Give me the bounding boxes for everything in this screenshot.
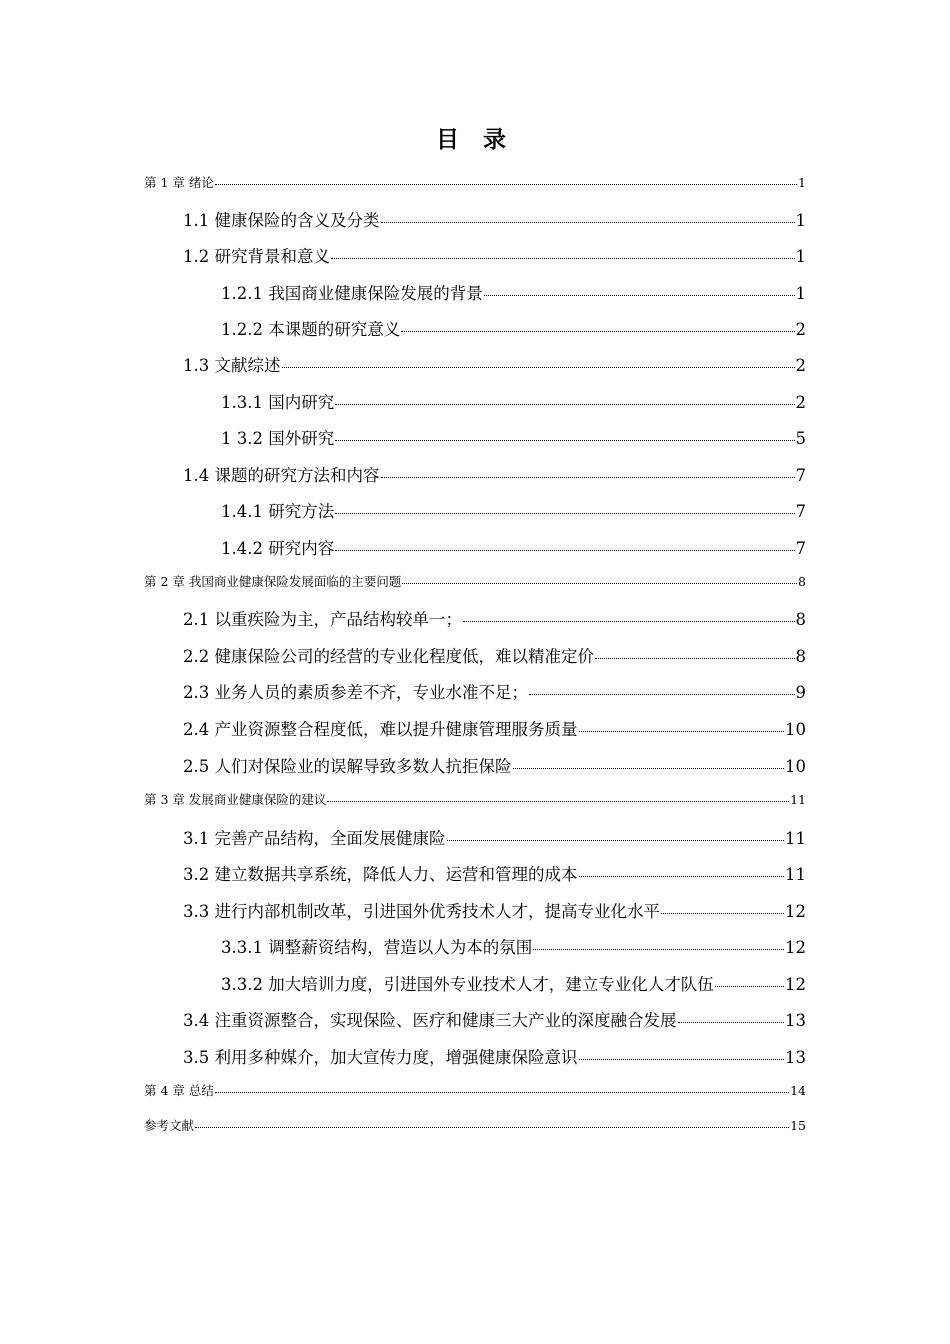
toc-entry-text: 3.5 利用多种媒介，加大宣传力度，增强健康保险意识: [183, 1048, 578, 1067]
toc-entry-subsection[interactable]: [221, 316, 806, 338]
toc-entry-section[interactable]: [183, 898, 806, 920]
toc-entry-text: 1.3.1 国内研究: [221, 393, 335, 412]
toc-entry-page: 2: [795, 320, 806, 339]
toc-entry-page: 11: [785, 829, 806, 848]
toc-entry-text: 第 2 章 我国商业健康保险发展面临的主要问题: [144, 574, 402, 589]
toc-entry-text: 3.4 注重资源整合，实现保险、医疗和健康三大产业的深度融合发展: [183, 1011, 677, 1030]
toc-entry-text: 1.4.1 研究方法: [221, 502, 335, 521]
toc-entry-page: 13: [785, 1011, 806, 1030]
toc-entry-section[interactable]: [183, 753, 806, 775]
toc-entry-page: 1: [795, 284, 806, 303]
toc-entry-page: 7: [795, 502, 806, 521]
dot-leader: [402, 583, 797, 584]
toc-entry-section[interactable]: [183, 679, 806, 701]
dot-leader: [579, 731, 785, 732]
dot-leader: [215, 1092, 789, 1093]
toc-entry-page: 15: [790, 1118, 806, 1133]
toc-entry-subsection[interactable]: [221, 280, 806, 302]
toc-entry-page: 1: [798, 175, 806, 190]
dot-leader: [463, 621, 795, 622]
toc-entry-text: 3.3 进行内部机制改革，引进国外优秀技术人才，提高专业化水平: [183, 902, 660, 921]
dot-leader: [335, 513, 794, 514]
toc-entry-chapter[interactable]: [144, 572, 806, 594]
toc-entry-page: 12: [785, 902, 806, 921]
toc-entry-section[interactable]: [183, 825, 806, 847]
toc-entry-page: 10: [785, 720, 806, 739]
toc-entry-page: 2: [795, 356, 806, 375]
toc-entry-subsection[interactable]: [221, 971, 806, 993]
toc-entry-subsection[interactable]: [221, 535, 806, 557]
dot-leader: [335, 440, 794, 441]
toc-entry-page: 12: [785, 975, 806, 994]
dot-leader: [195, 1127, 789, 1128]
dot-leader: [401, 331, 794, 332]
toc-entry-section[interactable]: [183, 716, 806, 738]
toc-entry-section[interactable]: [183, 352, 806, 374]
dot-leader: [595, 658, 795, 659]
toc-entry-subsection[interactable]: [221, 498, 806, 520]
dot-leader: [282, 367, 795, 368]
toc-entry-text: 1.3 文献综述: [183, 356, 281, 375]
dot-leader: [715, 986, 784, 987]
dot-leader: [678, 1022, 785, 1023]
dot-leader: [484, 295, 795, 296]
toc-entry-page: 7: [795, 539, 806, 558]
toc-entry-page: 1: [795, 211, 806, 230]
dot-leader: [215, 184, 797, 185]
toc-entry-text: 3.3.2 加大培训力度，引进国外专业技术人才，建立专业化人才队伍: [221, 975, 714, 994]
dot-leader: [381, 222, 795, 223]
toc-entry-chapter[interactable]: [144, 173, 806, 195]
toc-entry-page: 14: [790, 1083, 806, 1098]
toc-entry-text: 第 4 章 总结: [144, 1083, 214, 1098]
dot-leader: [529, 694, 795, 695]
toc-entry-page: 8: [798, 574, 806, 589]
dot-leader: [335, 550, 794, 551]
toc-entry-text: 1 3.2 国外研究: [221, 429, 335, 448]
toc-entry-page: 9: [795, 683, 806, 702]
toc-entry-section[interactable]: [183, 643, 806, 665]
toc-entry-text: 参考文献: [144, 1118, 195, 1133]
toc-entry-chapter[interactable]: [144, 790, 806, 812]
toc-entry-section[interactable]: [183, 243, 806, 265]
dot-leader: [579, 876, 785, 877]
toc-entry-page: 7: [795, 466, 806, 485]
toc-entry-text: 3.1 完善产品结构，全面发展健康险: [183, 829, 446, 848]
toc-entry-text: 3.2 建立数据共享系统，降低人力、运营和管理的成本: [183, 865, 578, 884]
dot-leader: [513, 768, 785, 769]
toc-entry-text: 2.5 人们对保险业的误解导致多数人抗拒保险: [183, 757, 512, 776]
dot-leader: [335, 404, 794, 405]
toc-entry-page: 11: [785, 865, 806, 884]
toc-title: 目 录: [435, 127, 514, 153]
toc-entry-section[interactable]: [183, 462, 806, 484]
toc-entry-section[interactable]: [183, 207, 806, 229]
toc-entry-section[interactable]: [183, 861, 806, 883]
toc-entry-subsection[interactable]: [221, 934, 806, 956]
toc-entry-chapter[interactable]: [144, 1081, 806, 1103]
toc-entry-page: 11: [790, 792, 806, 807]
dot-leader: [447, 840, 785, 841]
toc-entry-page: 12: [785, 938, 806, 957]
dot-leader: [331, 258, 795, 259]
toc-entry-text: 1.1 健康保险的含义及分类: [183, 211, 380, 230]
toc-entry-text: 2.1 以重疾险为主，产品结构较单一；: [183, 610, 462, 629]
toc-entry-page: 8: [795, 647, 806, 666]
toc-entry-text: 2.3 业务人员的素质参差不齐，专业水准不足；: [183, 683, 528, 702]
toc-entry-page: 10: [785, 757, 806, 776]
dot-leader: [327, 801, 789, 802]
dot-leader: [381, 477, 795, 478]
toc-entry-text: 1.2.2 本课题的研究意义: [221, 320, 401, 339]
toc-entry-page: 8: [795, 610, 806, 629]
toc-entry-text: 第 3 章 发展商业健康保险的建议: [144, 792, 327, 807]
dot-leader: [533, 949, 784, 950]
toc-entry-section[interactable]: [183, 606, 806, 628]
toc-entry-subsection[interactable]: [221, 425, 806, 447]
toc-entry-text: 2.2 健康保险公司的经营的专业化程度低，难以精准定价: [183, 647, 594, 666]
toc-entry-text: 1.2.1 我国商业健康保险发展的背景: [221, 284, 483, 303]
dot-leader: [661, 913, 784, 914]
toc-entry-page: 5: [795, 429, 806, 448]
toc-entry-chapter[interactable]: [144, 1116, 806, 1138]
toc-entry-page: 2: [795, 393, 806, 412]
toc-entry-section[interactable]: [183, 1044, 806, 1066]
toc-entry-text: 3.3.1 调整薪资结构，营造以人为本的氛围: [221, 938, 533, 957]
toc-entry-subsection[interactable]: [221, 389, 806, 411]
toc-entry-text: 1.2 研究背景和意义: [183, 247, 330, 266]
toc-entry-text: 1.4 课题的研究方法和内容: [183, 466, 380, 485]
toc-entry-text: 2.4 产业资源整合程度低，难以提升健康管理服务质量: [183, 720, 578, 739]
toc-entry-text: 1.4.2 研究内容: [221, 539, 335, 558]
toc-entry-section[interactable]: [183, 1007, 806, 1029]
toc-entry-page: 13: [785, 1048, 806, 1067]
toc-entry-page: 1: [795, 247, 806, 266]
dot-leader: [579, 1059, 785, 1060]
toc-entry-text: 第 1 章 绪论: [144, 175, 214, 190]
